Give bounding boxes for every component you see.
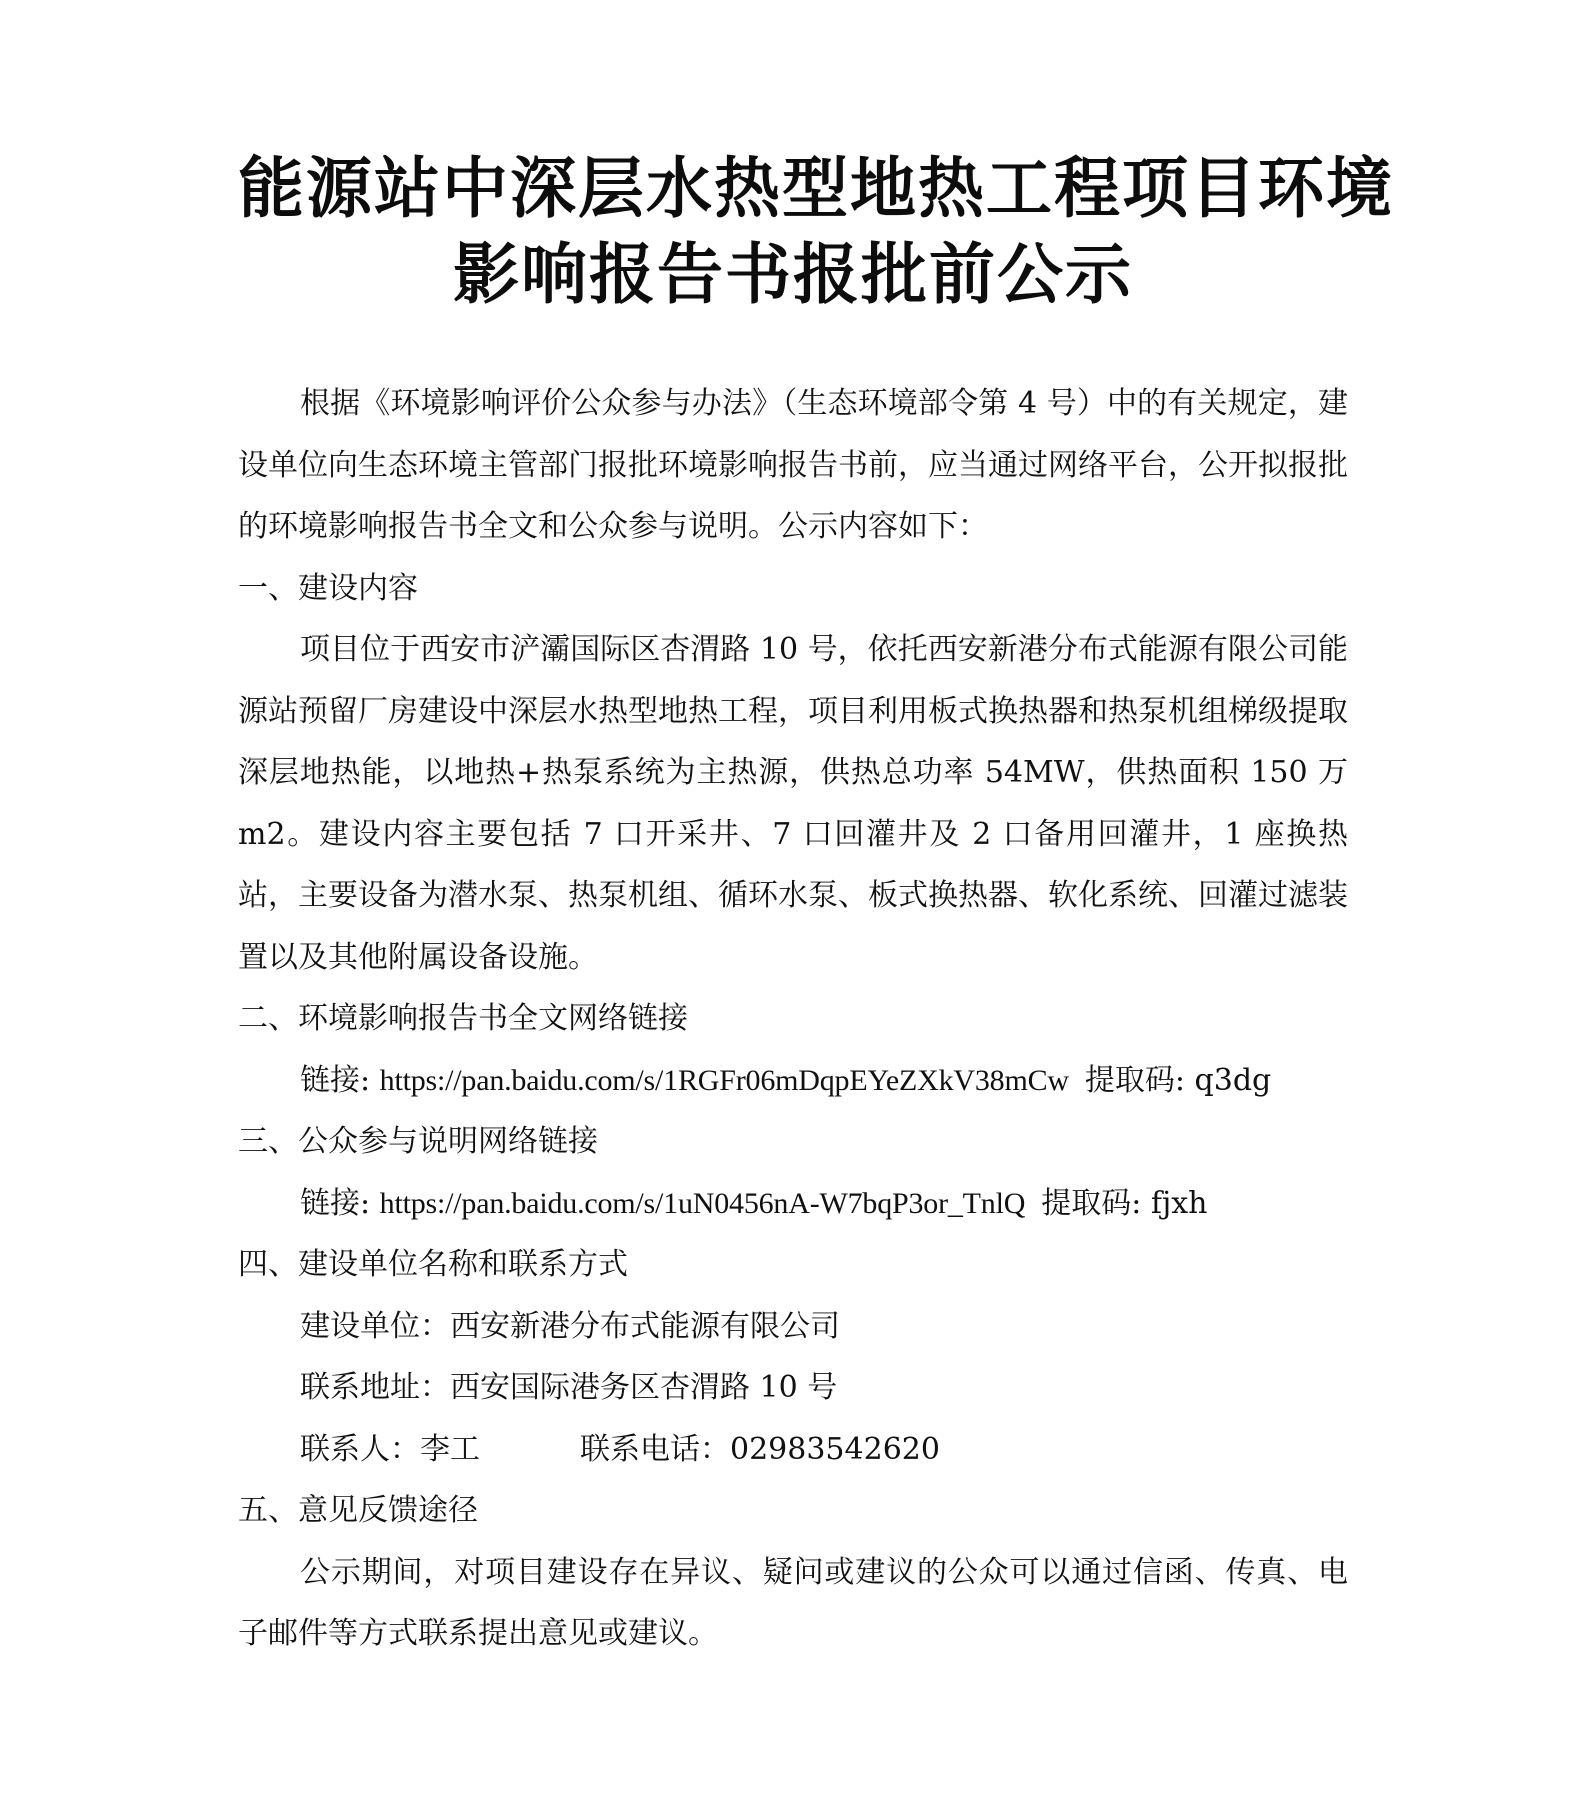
section-5-heading: 五、意见反馈途径: [238, 1493, 478, 1528]
document-title: [238, 145, 1394, 317]
contact-address: 联系地址：西安国际港务区杏渭路 10 号: [300, 1370, 838, 1405]
section-4-heading: 四、建设单位名称和联系方式: [238, 1247, 628, 1282]
contact-phone: 联系电话：02983542620: [580, 1431, 940, 1467]
report-code-value: q3dg: [1194, 1062, 1272, 1098]
contact-line: [238, 1419, 1348, 1481]
report-link-label: 链接:: [300, 1062, 371, 1098]
report-code-label: 提取码:: [1084, 1062, 1185, 1098]
participation-code-label: 提取码:: [1041, 1185, 1142, 1221]
section-5-paragraph: 公示期间，对项目建设存在异议、疑问或建议的公众可以通过信函、传真、电子邮件等方式联系提出意见或建议。: [238, 1554, 1348, 1651]
document-page: [238, 145, 1394, 1665]
participation-link-label: 链接:: [300, 1185, 371, 1221]
document-body: [238, 373, 1348, 1665]
contact-person: 联系人：李工: [300, 1431, 480, 1467]
participation-link-line: [238, 1173, 1348, 1235]
participation-code-value: fjxh: [1150, 1185, 1208, 1221]
section-3-heading: 三、公众参与说明网络链接: [238, 1124, 598, 1159]
section-2-heading: 二、环境影响报告书全文网络链接: [238, 1001, 688, 1036]
participation-link-url[interactable]: https://pan.baidu.com/s/1uN0456nA-W7bqP3or_TnlQ: [379, 1186, 1026, 1220]
report-link-line: [238, 1050, 1348, 1112]
title-line-2: 影响报告书报批前公示: [453, 235, 1133, 313]
section-1-paragraph: 项目位于西安市浐灞国际区杏渭路 10 号，依托西安新港分布式能源有限公司能源站预留厂房建设中深层水热型地热工程，项目利用板式换热器和热泵机组梯级提取深层地热能，以地热+热泵系统为主热源，供热总功率 54MW，供热面积 150 万 m2。建设内容主要包括 7 口开采井、7 口回灌井及 2 口备用回灌井，1 座换热站，主要设备为潜水泵、热泵机组、循环水泵、板式换热器、软化系统、回灌过滤装置以及其他附属设备设施。: [238, 632, 1348, 975]
title-line-1: 能源站中深层水热型地热工程项目环境: [238, 149, 1394, 227]
intro-paragraph: 根据《环境影响评价公众参与办法》（生态环境部令第 4 号）中的有关规定，建设单位向生态环境主管部门报批环境影响报告书前，应当通过网络平台，公开拟报批的环境影响报告书全文和公众参与说明。公示内容如下：: [238, 386, 1348, 544]
construction-unit: 建设单位：西安新港分布式能源有限公司: [300, 1308, 840, 1344]
section-1-heading: 一、建设内容: [238, 570, 418, 606]
report-link-url[interactable]: https://pan.baidu.com/s/1RGFr06mDqpEYeZXkV38mCw: [379, 1063, 1069, 1097]
